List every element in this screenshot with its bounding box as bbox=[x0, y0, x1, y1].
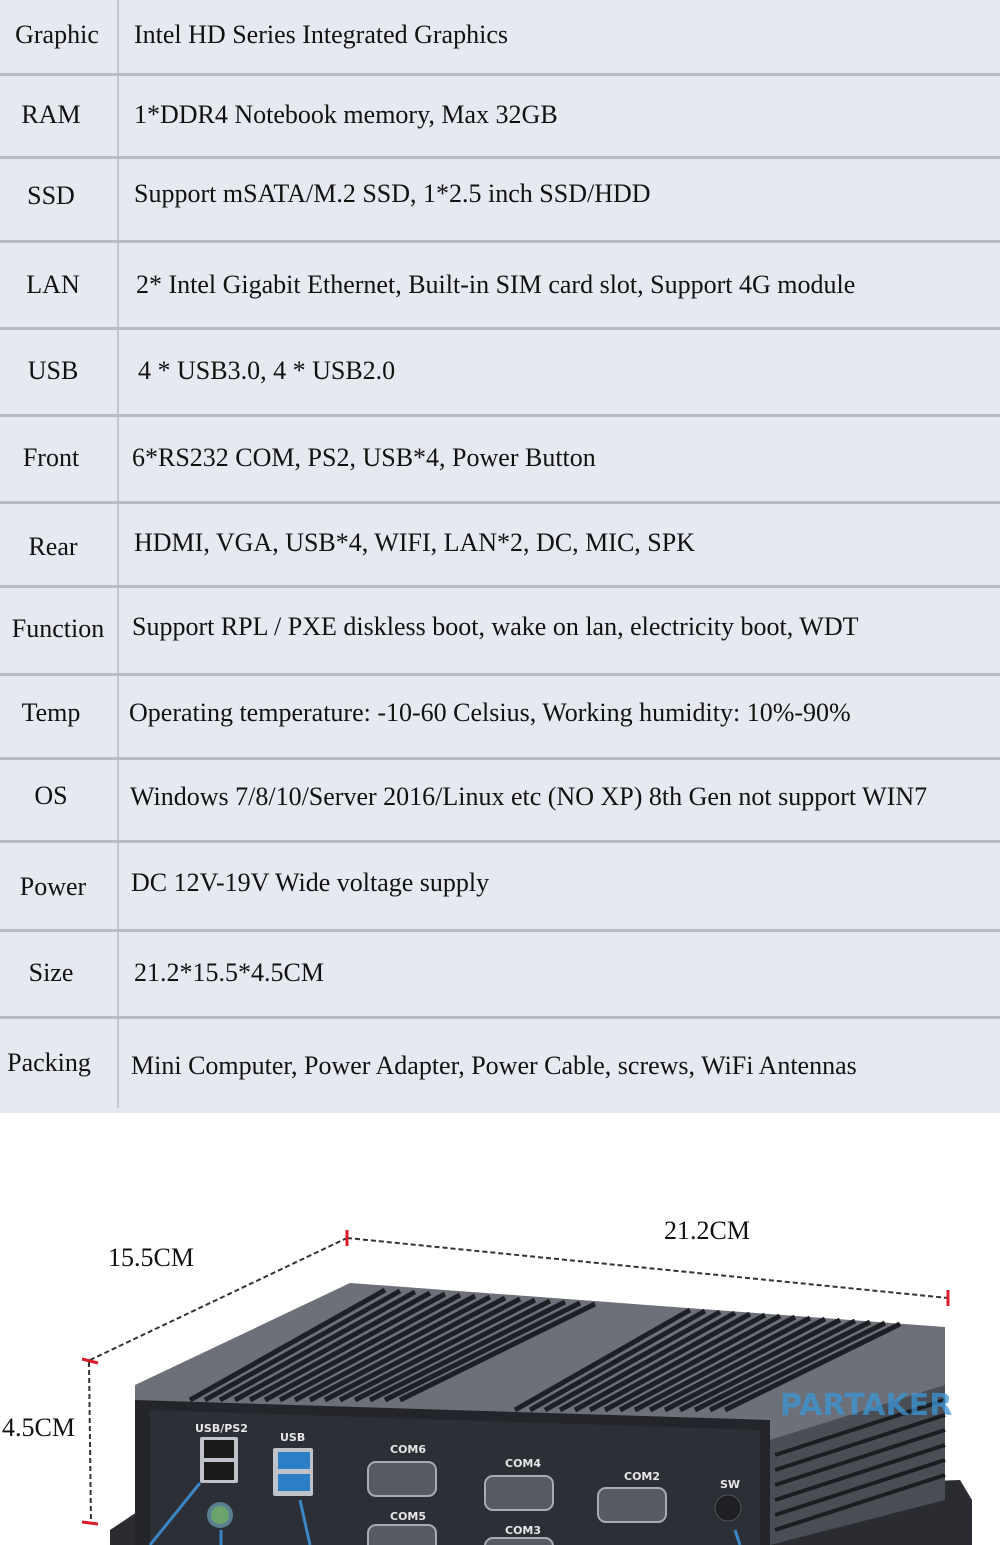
spec-value: DC 12V-19V Wide voltage supply bbox=[131, 868, 490, 897]
spec-row-temp bbox=[0, 676, 1000, 757]
svg-text:COM2: COM2 bbox=[624, 1470, 661, 1483]
spec-row-function bbox=[0, 588, 1000, 673]
svg-text:COM3: COM3 bbox=[505, 1524, 542, 1537]
svg-text:COM6: COM6 bbox=[390, 1443, 427, 1456]
spec-value: Operating temperature: -10-60 Celsius, Working humidity: 10%-90% bbox=[129, 698, 851, 727]
svg-text:USB: USB bbox=[280, 1431, 306, 1444]
height-dimension-label: 4.5CM bbox=[2, 1413, 75, 1442]
spec-label: Front bbox=[22, 443, 80, 472]
spec-value: 6*RS232 COM, PS2, USB*4, Power Button bbox=[132, 443, 596, 472]
product-image bbox=[0, 1113, 1000, 1545]
svg-text:SW: SW bbox=[720, 1478, 741, 1491]
spec-row-front bbox=[0, 417, 1000, 501]
spec-label: LAN bbox=[26, 270, 80, 299]
spec-row-graphic bbox=[0, 0, 1000, 74]
width-dimension-label: 21.2CM bbox=[664, 1216, 750, 1245]
spec-row-ram bbox=[0, 76, 1000, 156]
spec-value: HDMI, VGA, USB*4, WIFI, LAN*2, DC, MIC, SPK bbox=[134, 528, 695, 557]
spec-row-os bbox=[0, 760, 1000, 840]
svg-text:COM5: COM5 bbox=[390, 1510, 427, 1523]
spec-row-rear bbox=[0, 504, 1000, 585]
svg-text:COM4: COM4 bbox=[505, 1457, 542, 1470]
spec-label: USB bbox=[27, 356, 79, 385]
spec-value: Support mSATA/M.2 SSD, 1*2.5 inch SSD/HDD bbox=[134, 179, 651, 208]
spec-value: Windows 7/8/10/Server 2016/Linux etc (NO XP) 8th Gen not support WIN7 bbox=[130, 782, 928, 811]
spec-value: Support RPL / PXE diskless boot, wake on lan, electricity boot, WDT bbox=[132, 612, 859, 641]
spec-label: Packing bbox=[7, 1048, 91, 1077]
spec-row-lan bbox=[0, 243, 1000, 327]
spec-value: Intel HD Series Integrated Graphics bbox=[134, 20, 508, 49]
spec-value: 21.2*15.5*4.5CM bbox=[134, 958, 324, 987]
depth-dimension-label: 15.5CM bbox=[108, 1243, 194, 1272]
mini-pc-illustration bbox=[0, 1113, 1000, 1545]
spec-value: 1*DDR4 Notebook memory, Max 32GB bbox=[134, 100, 558, 129]
spec-label: Graphic bbox=[15, 20, 99, 49]
spec-row-packing bbox=[0, 1019, 1000, 1111]
spec-label: RAM bbox=[21, 100, 81, 129]
svg-text:USB/PS2: USB/PS2 bbox=[195, 1422, 248, 1435]
spec-row-size bbox=[0, 932, 1000, 1016]
spec-label: Rear bbox=[28, 532, 78, 561]
spec-row-power bbox=[0, 843, 1000, 929]
spec-label: SSD bbox=[27, 181, 75, 210]
spec-value: Mini Computer, Power Adapter, Power Cable, screws, WiFi Antennas bbox=[131, 1051, 857, 1080]
spec-value: 2* Intel Gigabit Ethernet, Built-in SIM card slot, Support 4G module bbox=[136, 270, 856, 299]
spec-row-ssd bbox=[0, 159, 1000, 240]
svg-text:PARTAKER: PARTAKER bbox=[780, 1388, 953, 1423]
spec-label: Temp bbox=[21, 698, 81, 727]
spec-row-usb bbox=[0, 330, 1000, 414]
spec-label: OS bbox=[34, 781, 68, 810]
spec-label: Power bbox=[19, 872, 87, 901]
spec-label: Size bbox=[28, 958, 74, 987]
spec-value: 4 * USB3.0, 4 * USB2.0 bbox=[138, 356, 396, 385]
spec-label: Function bbox=[11, 614, 105, 643]
